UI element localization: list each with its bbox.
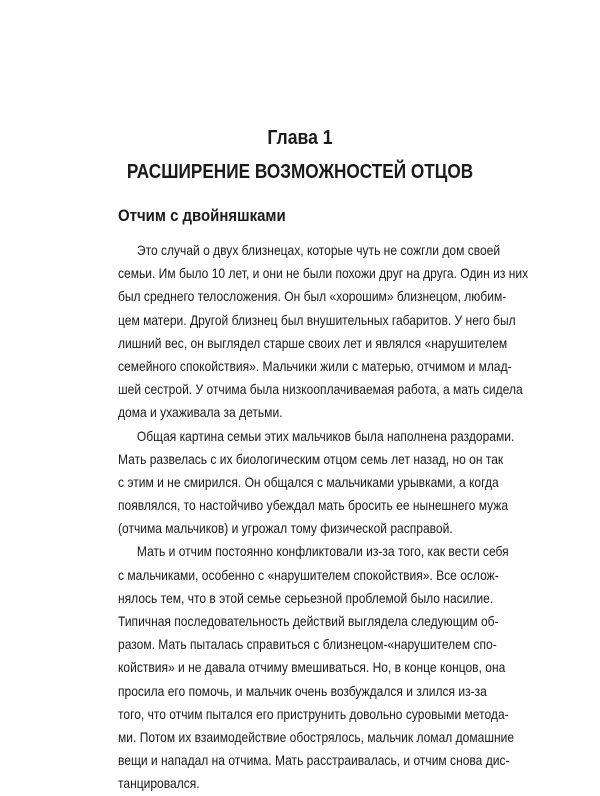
text-line: разом. Мать пыталась справиться с близнецом-«нарушителем спо- <box>118 636 497 653</box>
chapter-title: РАСШИРЕНИЕ ВОЗМОЖНОСТЕЙ ОТЦОВ <box>126 161 474 183</box>
text-line: с этим и не смирился. Он общался с мальчиками урывками, а когда <box>118 473 499 490</box>
text-line: нялось тем, что в этой семье серьезной проблемой было насилие. <box>118 589 494 606</box>
text-line: семейного спокойствия». Мальчики жили с матерью, отчимом и млад- <box>118 357 512 374</box>
text-line: просила его помочь, и мальчик очень возбуждался и злился из-за <box>118 682 487 699</box>
text-line: семьи. Им было 10 лет, и они не были похожи друг на друга. Один из них <box>118 265 529 282</box>
text-line: койствия» и не давала отчиму вмешиваться. Но, в конце концов, она <box>118 659 506 676</box>
text-line: дома и ухаживала за детьми. <box>118 404 283 421</box>
text-line: Мать развелась с их биологическим отцом семь лет назад, но он так <box>118 450 504 467</box>
text-line: того, что отчим пытался его приструнить довольно суровыми метода- <box>118 705 509 722</box>
body-text <box>118 239 528 796</box>
text-line: Это случай о двух близнецах, которые чуть не сожгли дом своей <box>136 242 501 258</box>
text-line: цем матери. Другой близнец был внушительных габаритов. У него был <box>118 311 516 328</box>
text-line: был среднего телосложения. Он был «хорошим» близнецом, любим- <box>118 288 507 305</box>
text-line: танцировался. <box>118 775 200 792</box>
text-line: (отчима мальчиков) и угрожал тому физической расправой. <box>118 520 453 537</box>
text-line: ми. Потом их взаимодействие обострялось, мальчик ломал домашние <box>118 728 515 745</box>
text-line: Типичная последовательность действий выглядела следующим об- <box>118 613 499 629</box>
text-line: вещи и нападал на отчима. Мать расстраивалась, и отчим снова дис- <box>118 752 510 769</box>
text-line: шей сестрой. У отчима была низкооплачиваемая работа, а мать сидела <box>118 381 523 398</box>
text-line: с мальчиками, особенно с «нарушителем спокойствия». Все ослож- <box>118 566 499 583</box>
section-title: Отчим с двойняшками <box>118 206 286 225</box>
chapter-number: Глава 1 <box>267 127 333 149</box>
text-line: Общая картина семьи этих мальчиков была наполнена раздорами. <box>136 427 515 444</box>
text-line: Мать и отчим постоянно конфликтовали из-за того, как вести себя <box>136 543 509 560</box>
text-line: появлялся, то настойчиво убеждал мать бросить ее нынешнего мужа <box>118 497 509 514</box>
text-line: лишний вес, он выглядел старше своих лет и являлся «нарушителем <box>118 334 508 351</box>
